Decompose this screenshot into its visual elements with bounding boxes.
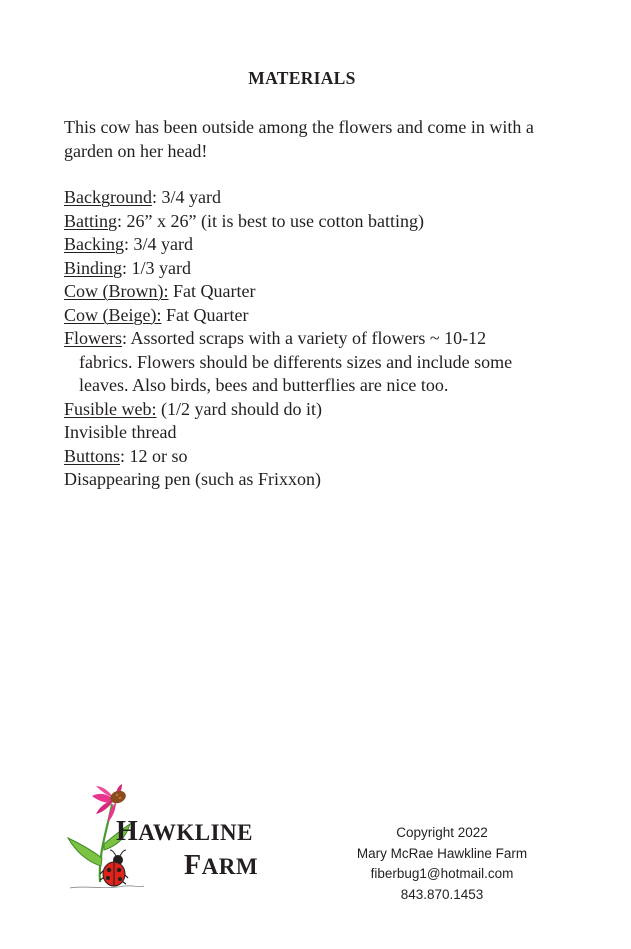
material-sep: : bbox=[122, 257, 132, 278]
intro-text: This cow has been outside among the flowers and come in with a garden on her head! bbox=[64, 117, 534, 161]
material-value: Fat Quarter bbox=[173, 281, 256, 301]
material-item bbox=[64, 468, 544, 492]
material-sep: : bbox=[124, 234, 134, 254]
material-item bbox=[64, 445, 544, 469]
hawkline-farm-logo bbox=[64, 782, 276, 894]
material-value: 3/4 yard bbox=[133, 234, 193, 254]
material-label: Buttons bbox=[64, 445, 121, 466]
material-label: Cow (Beige): bbox=[64, 304, 162, 325]
material-item bbox=[64, 421, 544, 445]
material-label: Background bbox=[64, 187, 152, 207]
page-title: MATERIALS bbox=[248, 68, 356, 88]
material-sep: : bbox=[120, 445, 130, 466]
phone-text: 843.870.1453 bbox=[400, 886, 484, 902]
materials-list bbox=[64, 186, 544, 492]
material-label: Batting bbox=[64, 210, 117, 231]
material-item bbox=[64, 327, 544, 398]
material-label: Binding bbox=[64, 257, 123, 278]
material-value: (1/2 yard should do it) bbox=[161, 398, 322, 419]
material-label: Fusible web: bbox=[64, 398, 157, 419]
material-sep: : bbox=[117, 210, 127, 231]
material-item bbox=[64, 210, 544, 234]
author-name: Mary McRae Hawkline Farm bbox=[356, 845, 528, 861]
brand-line-1: HAWKLINE bbox=[116, 816, 253, 847]
material-item bbox=[64, 186, 544, 210]
material-item bbox=[64, 398, 544, 422]
material-value: Disappearing pen (such as Frixxon) bbox=[64, 469, 321, 489]
ladybug-icon bbox=[70, 850, 144, 888]
material-sep: : bbox=[151, 187, 162, 207]
material-label: Flowers bbox=[64, 328, 122, 348]
material-value: Invisible thread bbox=[64, 422, 177, 442]
email-text: fiberbug1@hotmail.com bbox=[370, 866, 514, 881]
material-item bbox=[64, 304, 544, 328]
material-value: 3/4 yard bbox=[161, 187, 221, 207]
material-sep: : bbox=[122, 328, 131, 348]
copyright-text: Copyright 2022 bbox=[396, 825, 488, 840]
material-value: 12 or so bbox=[129, 445, 188, 466]
material-value: Fat Quarter bbox=[165, 304, 249, 325]
material-item bbox=[64, 233, 544, 257]
material-item bbox=[64, 257, 544, 281]
material-value: 1/3 yard bbox=[131, 257, 192, 278]
material-label: Backing bbox=[64, 234, 124, 254]
material-value: Assorted scraps with a variety of flowers ~ 10-12 fabrics. Flowers should be differents sizes and include some leaves. Also birds, bees and butterflies are nice too. bbox=[79, 328, 513, 395]
material-item bbox=[64, 280, 544, 304]
contact-block bbox=[342, 823, 542, 905]
material-value: 26” x 26” (it is best to use cotton batting) bbox=[126, 210, 424, 231]
material-label: Cow (Brown): bbox=[64, 281, 169, 301]
brand-line-2: FARM bbox=[184, 850, 259, 881]
